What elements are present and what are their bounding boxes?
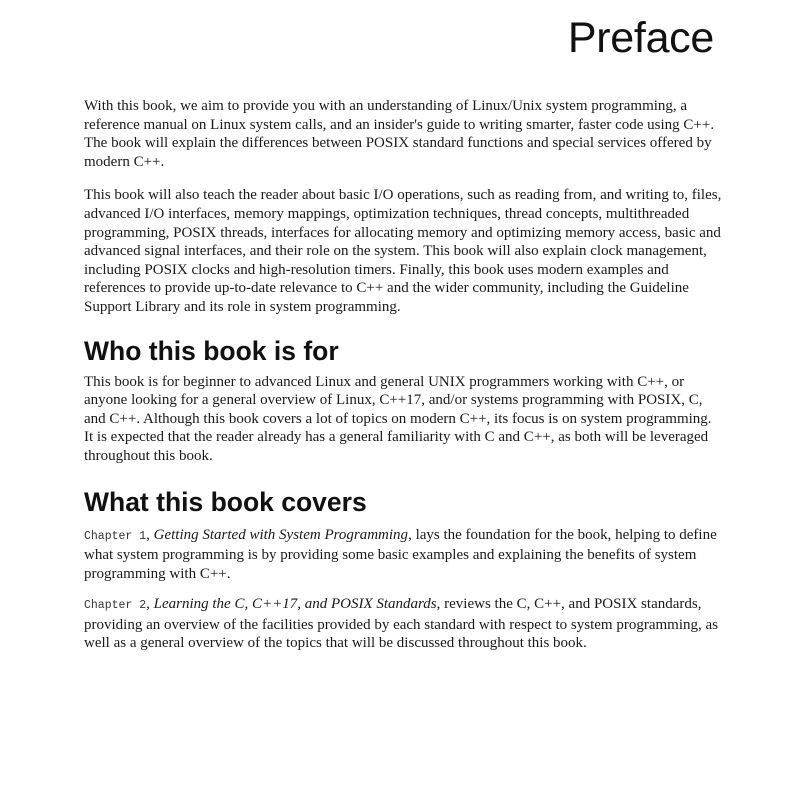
chapter-entry: Chapter 1, Getting Started with System Programming, lays the foundation for the book, helping to define what system programming is by providing some basic examples and explaining the benefits of system programming with C++. <box>84 526 717 582</box>
covers-section-heading: What this book covers <box>84 486 367 517</box>
page-content <box>84 97 724 668</box>
chapter-label: Chapter 2 <box>84 599 147 613</box>
chapter-title: Getting Started with System Programming <box>153 526 409 543</box>
page-title: Preface <box>567 14 714 62</box>
chapter-description: , reviews the C, C++, and POSIX standards, providing an overview of the facilities provided by each standard with respect to system programming, as well as a general overview of the topics that will be discussed throughout this book. <box>84 596 718 652</box>
chapter-description: , lays the foundation for the book, helping to define what system programming is by providing some basic examples and explaining the benefits of system programming with C++. <box>84 526 717 582</box>
chapter-title: Learning the C, C++17, and POSIX Standards <box>153 596 437 613</box>
chapter-entry: Chapter 2, Learning the C, C++17, and POSIX Standards, reviews the C, C++, and POSIX standards, providing an overview of the facilities provided by each standard with respect to system programming, as well as a general overview of the topics that will be discussed throughout this book. <box>84 596 718 652</box>
who-section-heading: Who this book is for <box>84 335 339 366</box>
who-section-body: This book is for beginner to advanced Linux and general UNIX programmers working with C++, or anyone looking for a general overview of Linux, C++17, and/or systems programming with POSIX, C, and C++. Although this book covers a lot of topics on modern C++, its focus is on system programming. It is expected that the reader already has a general familiarity with C and C++, as both will be leveraged throughout this book. <box>84 373 712 464</box>
intro-paragraph-2: This book will also teach the reader about basic I/O operations, such as reading from, and writing to, files, advanced I/O interfaces, memory mappings, optimization techniques, thread concepts, multithreaded programming, POSIX threads, interfaces for allocating memory and optimizing memory access, basic and advanced signal interfaces, and their role on the system. This book will also explain clock management, including POSIX clocks and high-resolution timers. Finally, this book uses modern examples and references to provide up-to-date relevance to C++ and the wider community, including the Guideline Support Library and its role in system programming. <box>84 187 722 315</box>
intro-paragraph-1: With this book, we aim to provide you with an understanding of Linux/Unix system programming, a reference manual on Linux system calls, and an insider's guide to writing smarter, faster code using C++. The book will explain the differences between POSIX standard functions and special services offered by modern C++. <box>84 98 715 170</box>
chapter-label: Chapter 1 <box>84 529 147 543</box>
